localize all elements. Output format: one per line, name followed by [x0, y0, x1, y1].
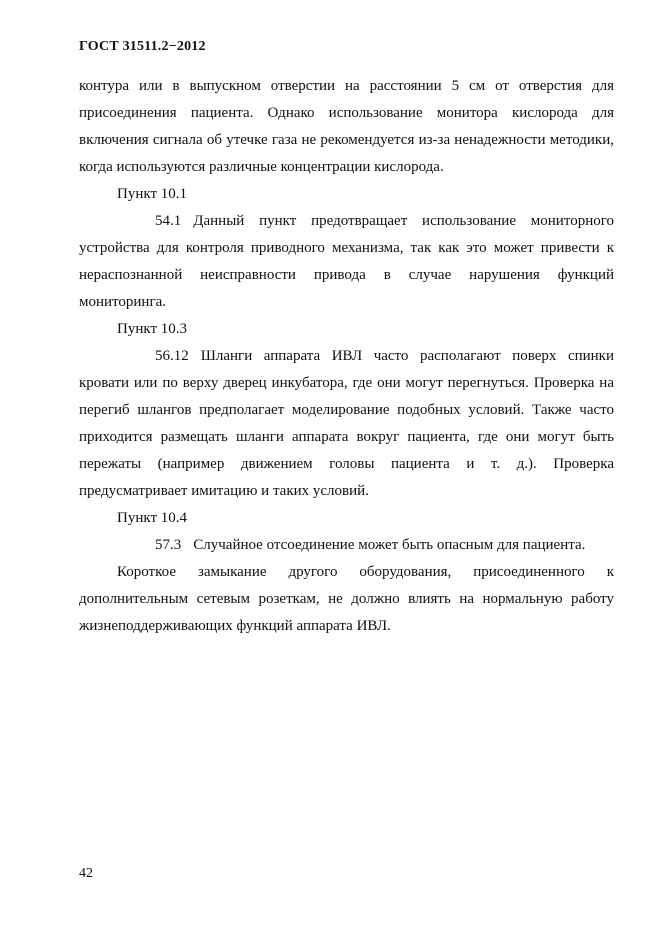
paragraph-short-circuit: Короткое замыкание другого оборудования, присоединенного к дополнительным сетевым розеткам, не должно влиять на нормальную работу жизнеподдерживающих функций аппарата ИВЛ. [79, 564, 614, 634]
document-body [79, 73, 614, 640]
document-header: ГОСТ 31511.2−2012 [79, 39, 206, 54]
clause-number: 57.3 [155, 537, 182, 553]
clause-text: Данный пункт предотвращает использование мониторного устройства для контроля приводного механизма, так как это может привести к нераспознанной неисправности привода в случае нарушения функций мониторинга. [79, 213, 614, 310]
clause-56-12 [79, 343, 614, 505]
page-number: 42 [79, 866, 93, 881]
clause-54-1 [79, 208, 614, 316]
section-heading-10-4: Пункт 10.4 [117, 510, 188, 526]
clause-text: Шланги аппарата ИВЛ часто располагают поверх спинки кровати или по верху дверец инкубатора, где они могут перегнуться. Проверка на перегиб шлангов предполагает моделирование подобных условий. Также часто приходится размещать шланги аппарата вокруг пациента, где они могут быть пережаты (например движением головы пациента и т. д.). Проверка предусматривает имитацию и таких условий. [79, 348, 614, 499]
paragraph-continuation: контура или в выпускном отверстии на расстоянии 5 см от отверстия для присоединения пациента. Однако использование монитора кислорода для включения сигнала об утечке газа не рекомендуется из-за ненадежности методики, когда используются различные концентрации кислорода. [79, 78, 614, 175]
section-heading-10-1: Пункт 10.1 [117, 186, 188, 202]
clause-number: 54.1 [155, 213, 182, 229]
section-heading-10-3: Пункт 10.3 [117, 321, 188, 337]
clause-number: 56.12 [155, 348, 189, 364]
clause-57-3 [79, 532, 614, 559]
clause-text: Случайное отсоединение может быть опасным для пациента. [193, 537, 586, 553]
